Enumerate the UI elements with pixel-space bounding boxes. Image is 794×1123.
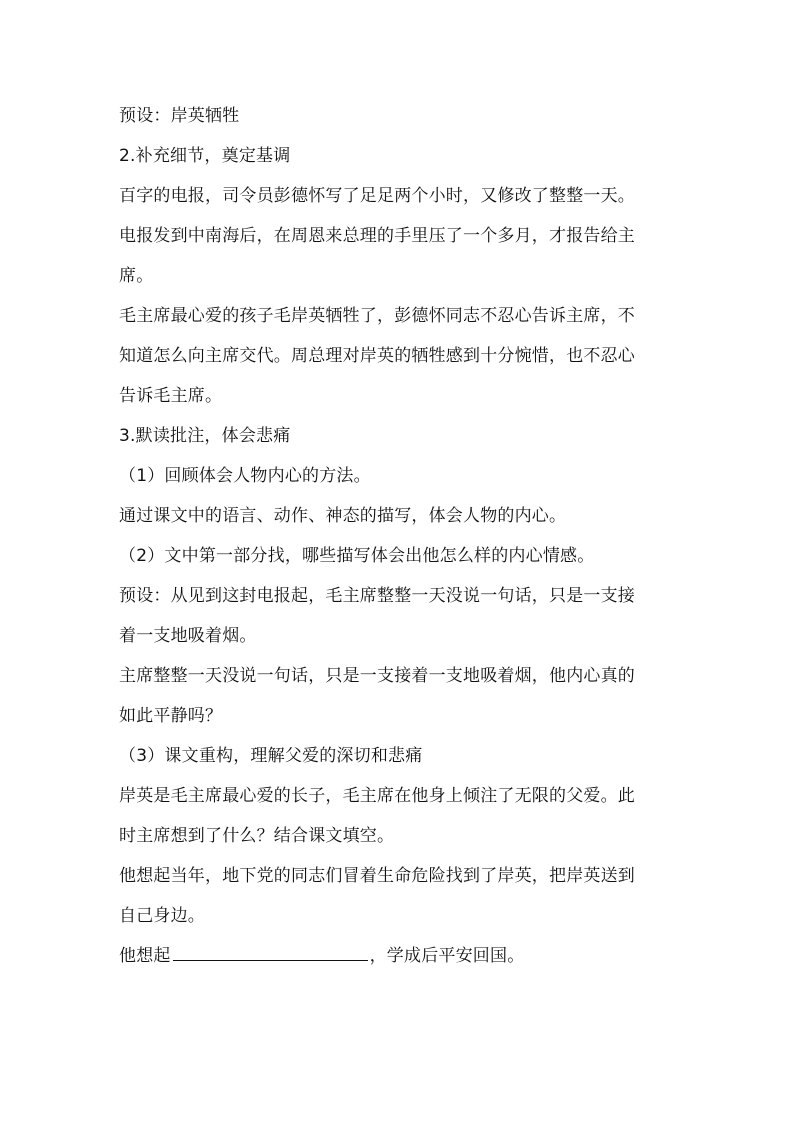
sub-item-2: （2）文中第一部分找，哪些描写体会出他怎么样的内心情感。 (119, 546, 595, 566)
paragraph-line: 自己身边。 (119, 906, 205, 926)
sub-item-1: （1）回顾体会人物内心的方法。 (119, 466, 371, 486)
fill-in-blank[interactable] (173, 940, 368, 961)
fill-in-blank-line (119, 940, 699, 972)
paragraph-line: 岸英是毛主席最心爱的长子，毛主席在他身上倾注了无限的父爱。此 (119, 786, 635, 806)
paragraph-line: 他想起当年，地下党的同志们冒着生命危险找到了岸英，把岸英送到 (119, 866, 635, 886)
fill-line-prefix: 他想起 (119, 946, 171, 966)
sub-item-3: （3）课文重构，理解父爱的深切和悲痛 (119, 746, 423, 766)
paragraph-line: 预设：从见到这封电报起，毛主席整整一天没说一句话，只是一支接 (119, 586, 635, 606)
paragraph-line: 电报发到中南海后，在周恩来总理的手里压了一个多月，才报告给主 (119, 226, 635, 246)
paragraph-line: 百字的电报，司令员彭德怀写了足足两个小时，又修改了整整一天。 (119, 186, 635, 206)
preset-answer: 预设：岸英牺牲 (119, 106, 240, 126)
paragraph-line: 时主席想到了什么？结合课文填空。 (119, 826, 395, 846)
paragraph-line: 通过课文中的语言、动作、神态的描写，体会人物的内心。 (119, 506, 567, 526)
section-heading-2: 2.补充细节，奠定基调 (119, 146, 291, 166)
paragraph-line: 着一支地吸着烟。 (119, 626, 257, 646)
paragraph-line: 主席整整一天没说一句话，只是一支接着一支地吸着烟，他内心真的 (119, 666, 635, 686)
paragraph-line: 毛主席最心爱的孩子毛岸英牺牲了，彭德怀同志不忍心告诉主席，不 (119, 306, 635, 326)
section-heading-3: 3.默读批注，体会悲痛 (119, 426, 291, 446)
paragraph-line: 席。 (119, 266, 154, 286)
fill-line-suffix: ，学成后平安回国。 (369, 946, 525, 966)
paragraph-line: 告诉毛主席。 (119, 386, 223, 406)
document-body (119, 100, 699, 980)
paragraph-line: 如此平静吗？ (119, 706, 223, 726)
paragraph-line: 知道怎么向主席交代。周总理对岸英的牺牲感到十分惋惜，也不忍心 (119, 346, 635, 366)
